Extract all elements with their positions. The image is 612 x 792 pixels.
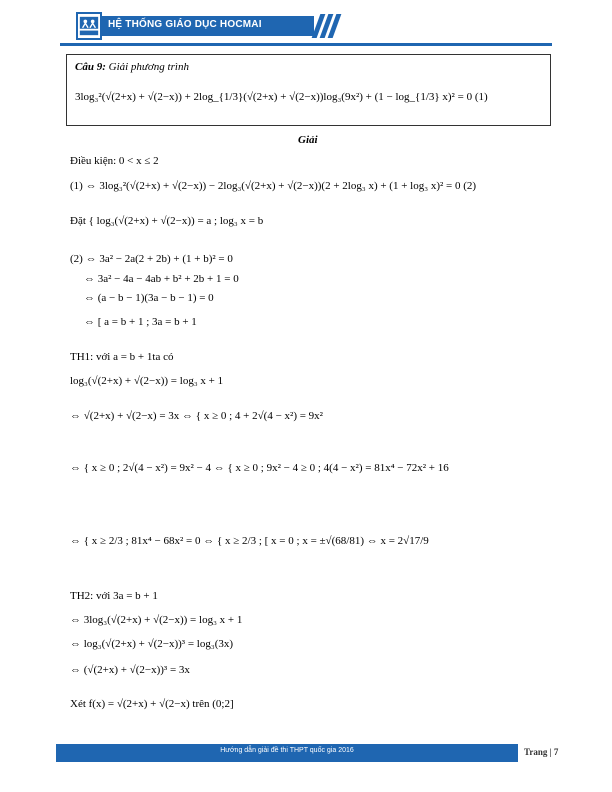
solution-line: (2) ⇔ 3a² − 2a(2 + 2b) + (1 + b)² = 0: [70, 253, 233, 265]
solution-line: (1) ⇔ 3log₃²(√(2+x) + √(2−x)) − 2log₃(√(2+x) + √(2−x))(2 + 2log₃ x) + (1 + log₃ x)² = 0 (2): [70, 180, 477, 192]
solution-line: ⇔ 3a² − 4a − 4ab + b² + 2b + 1 = 0: [84, 273, 239, 285]
page-footer: [56, 742, 559, 764]
header-rule: [60, 43, 552, 46]
solution-line: ⇔ [ a = b + 1 ; 3a = b + 1: [84, 316, 197, 328]
solution-line: Xét f(x) = √(2+x) + √(2−x) trên (0;2]: [70, 698, 234, 710]
solution-line: log₃(√(2+x) + √(2−x)) = log₃ x + 1: [70, 375, 224, 387]
solution-line: ⇔ log₃(√(2+x) + √(2−x))³ = log₃(3x): [70, 638, 234, 650]
hocmai-logo: [76, 12, 102, 40]
solution-line: ⇔ { x ≥ 0 ; 2√(4 − x²) = 9x² − 4 ⇔ { x ≥ 0 ; 9x² − 4 ≥ 0 ; 4(4 − x²) = 81x⁴ − 72x² + 16: [70, 462, 449, 474]
question-equation: 3log₃²(√(2+x) + √(2−x)) + 2log_{1/3}(√(2+x) + √(2−x))log₃(9x²) + (1 − log_{1/3} x)² = 0 (1): [75, 91, 488, 103]
solution-line: Điều kiện: 0 < x ≤ 2: [70, 155, 159, 167]
question-instruction: Giải phương trình: [108, 61, 189, 73]
solution-line: TH2: với 3a = b + 1: [70, 590, 158, 602]
question-number: Câu 9:: [75, 61, 106, 73]
solution-line: TH1: với a = b + 1ta có: [70, 351, 174, 363]
solution-line: ⇔ 3log₃(√(2+x) + √(2−x)) = log₃ x + 1: [70, 614, 243, 626]
question-box: [66, 54, 551, 126]
page-number: Trang | 7: [524, 747, 559, 757]
question-label: [75, 61, 189, 73]
solution-line: ⇔ (√(2+x) + √(2−x))³ = 3x: [70, 664, 190, 676]
page-header: [60, 8, 552, 44]
solution-line: ⇔ { x ≥ 2/3 ; 81x⁴ − 68x² = 0 ⇔ { x ≥ 2/3 ; [ x = 0 ; x = ±√(68/81) ⇔ x = 2√17/9: [70, 535, 429, 547]
footer-caption: Hướng dẫn giải đề thi THPT quốc gia 2016: [220, 747, 354, 754]
solution-line: ⇔ √(2+x) + √(2−x) = 3x ⇔ { x ≥ 0 ; 4 + 2√(4 − x²) = 9x²: [70, 410, 323, 422]
solution-line: Đặt { log₃(√(2+x) + √(2−x)) = a ; log₃ x = b: [70, 215, 264, 227]
solution-line: ⇔ (a − b − 1)(3a − b − 1) = 0: [84, 292, 214, 304]
solution-heading: Giải: [298, 134, 318, 146]
header-title: HỆ THỐNG GIÁO DỤC HOCMAI: [108, 19, 262, 30]
